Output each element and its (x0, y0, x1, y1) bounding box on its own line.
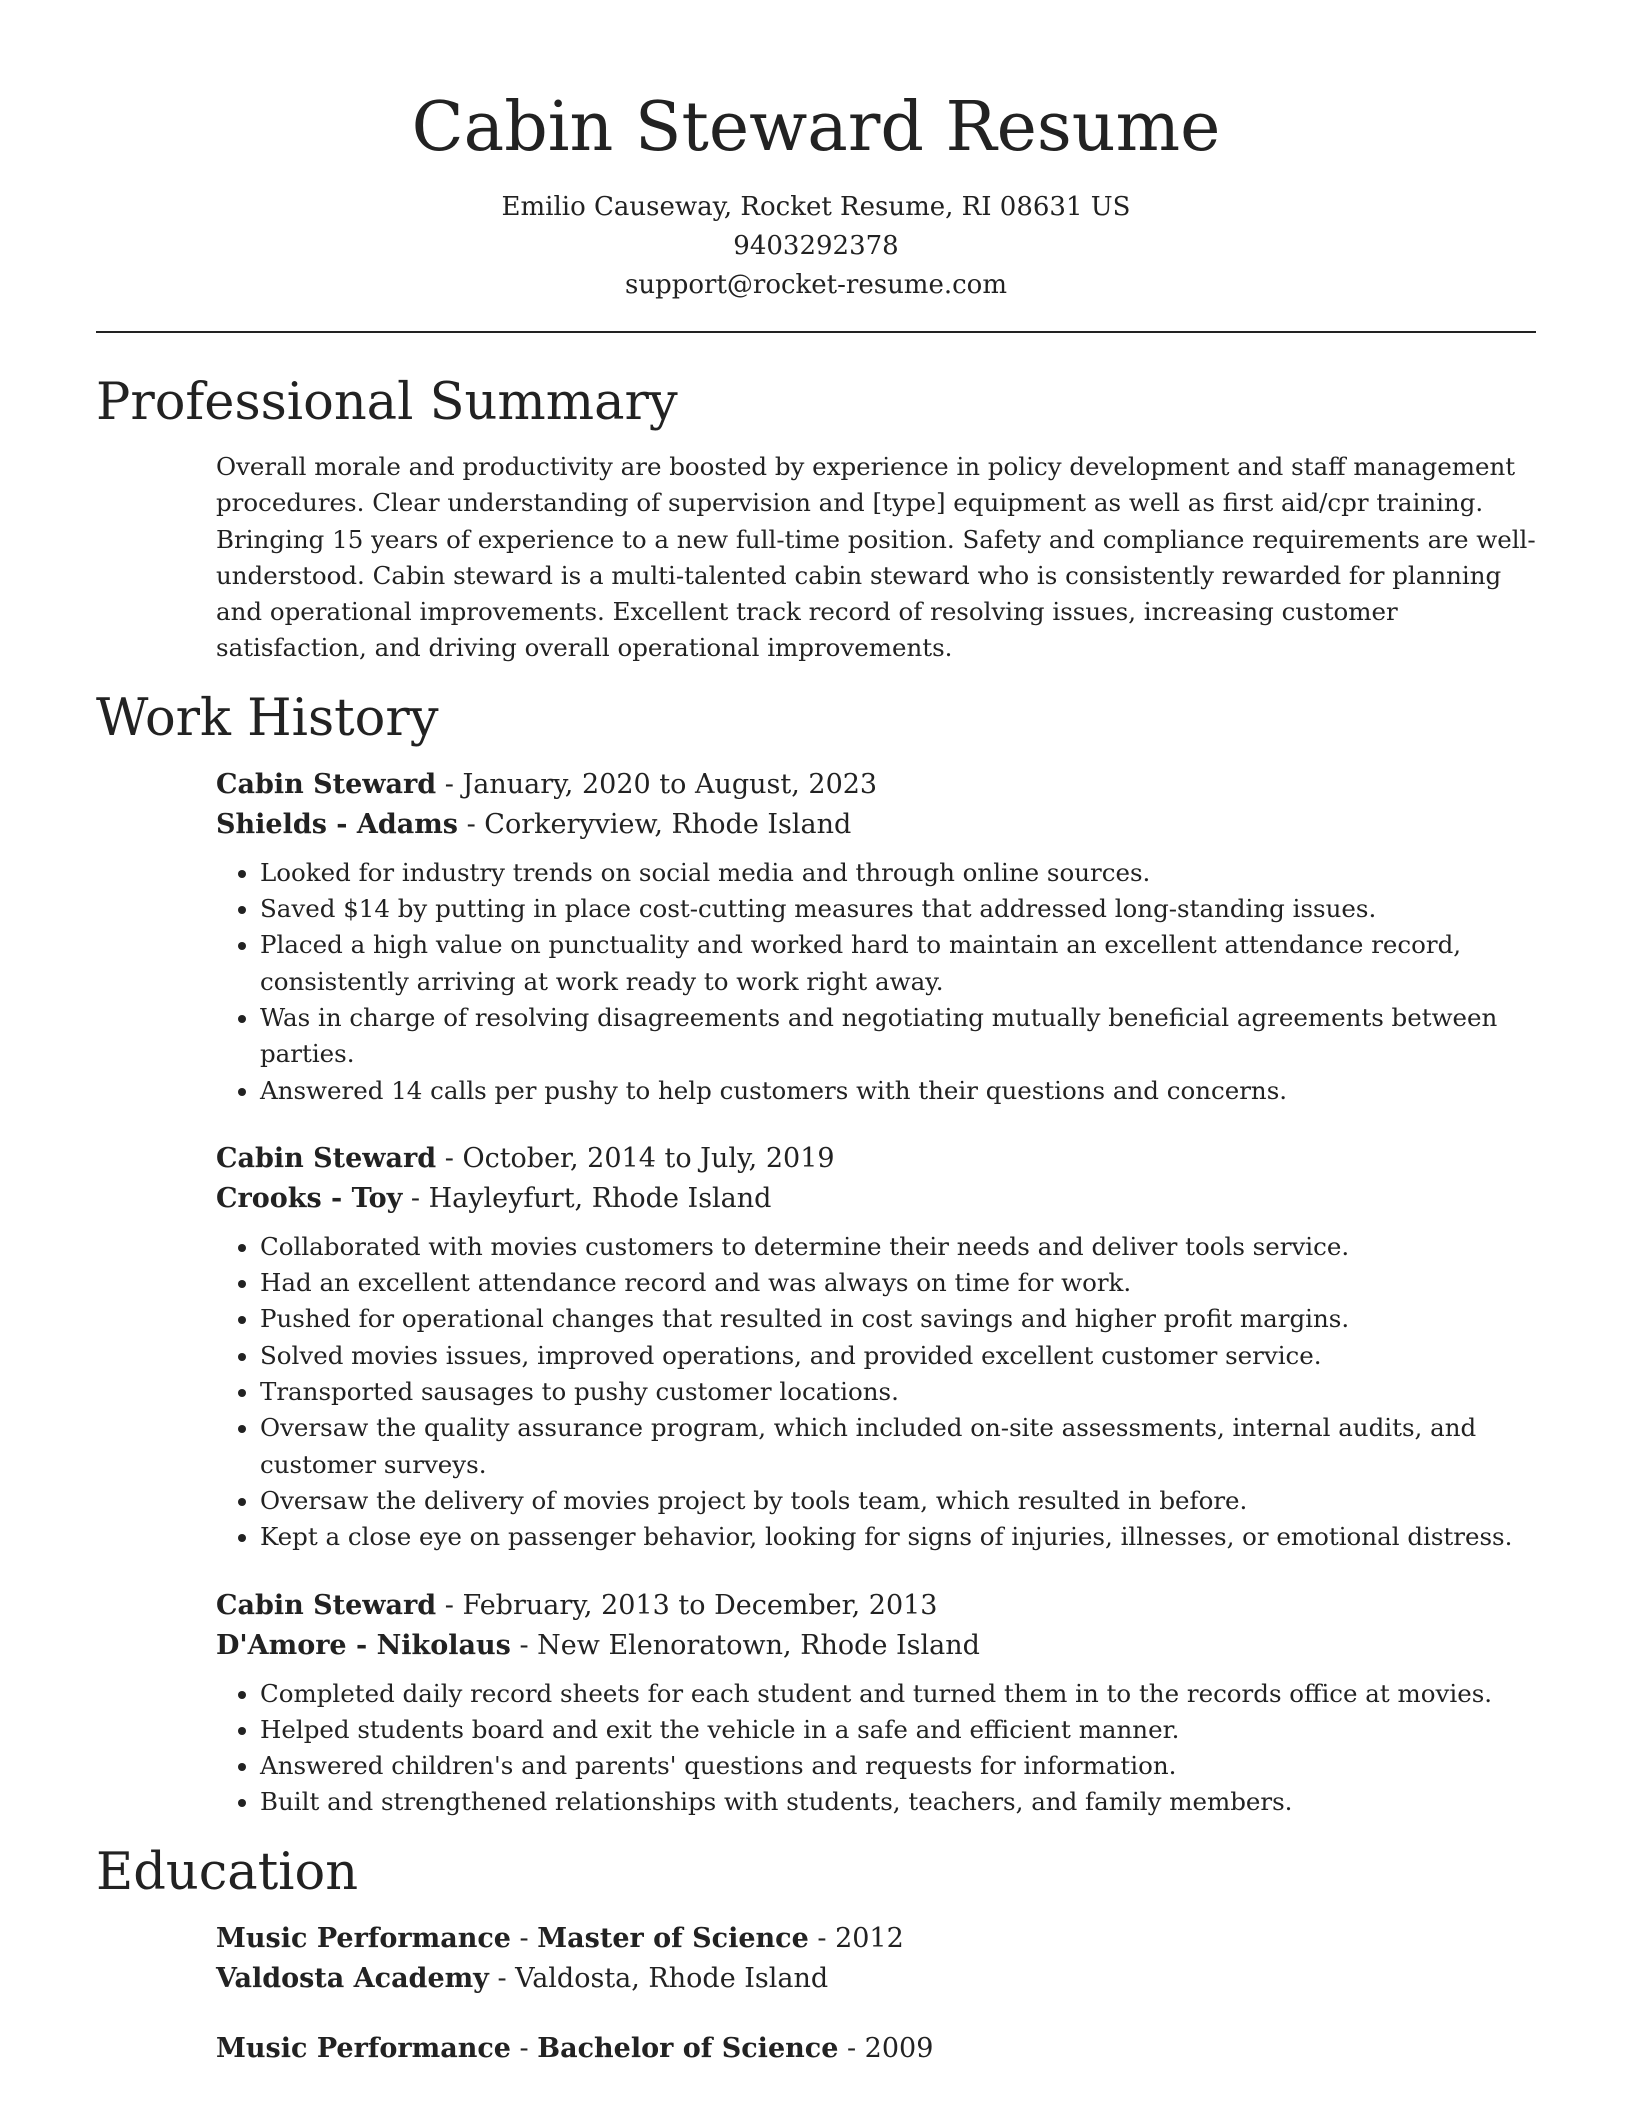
job-company: D'Amore - Nikolaus (216, 1629, 511, 1661)
job-bullet: • Collaborated with movies customers to determine their needs and deliver tools service. (260, 1229, 1536, 1265)
education-school-line: Valdosta Academy - Valdosta, Rhode Island (216, 1962, 829, 1994)
job-bullet: • Pushed for operational changes that resulted in cost savings and higher profit margins. (260, 1301, 1536, 1337)
job-bullet: • Was in charge of resolving disagreements and negotiating mutually beneficial agreements between parties. (260, 1000, 1536, 1073)
job-title-line: Cabin Steward - February, 2013 to December, 2013 (216, 1589, 938, 1621)
job-company: Crooks - Toy (216, 1182, 403, 1214)
job-location: Hayleyfurt, Rhode Island (428, 1182, 772, 1214)
contact-address: Emilio Causeway, Rocket Resume, RI 08631 US (501, 192, 1131, 222)
job-bullet: • Solved movies issues, improved operations, and provided excellent customer service. (260, 1338, 1536, 1374)
summary-heading: Professional Summary (96, 373, 678, 432)
job-dates: January, 2020 to August, 2023 (462, 768, 878, 800)
education-year: 2009 (864, 2032, 934, 2064)
job-bullet: • Answered 14 calls per pushy to help customers with their questions and concerns. (260, 1073, 1536, 1109)
job-company: Shields - Adams (216, 808, 458, 840)
job-bullets (216, 855, 1536, 1109)
job-title-line: Cabin Steward - January, 2020 to August, 2023 (216, 768, 878, 800)
job-entry (216, 765, 1536, 1109)
job-bullet: • Helped students board and exit the vehicle in a safe and efficient manner. (260, 1712, 1536, 1748)
contact-email: support@rocket-resume.com (624, 270, 1007, 300)
education-field: Music Performance (216, 2032, 511, 2064)
education-year: 2012 (835, 1922, 904, 1954)
job-bullet: • Transported sausages to pushy customer locations. (260, 1374, 1536, 1410)
job-bullet: • Saved $14 by putting in place cost-cutting measures that addressed long-standing issues. (260, 891, 1536, 927)
job-title: Cabin Steward (216, 1142, 437, 1174)
job-dates: February, 2013 to December, 2013 (462, 1589, 938, 1621)
job-entry (216, 1139, 1536, 1556)
job-bullet: • Looked for industry trends on social media and through online sources. (260, 855, 1536, 891)
education-degree: Bachelor of Science (537, 2032, 839, 2064)
job-company-line: D'Amore - Nikolaus - New Elenoratown, Rhode Island (216, 1629, 980, 1661)
education-field: Music Performance (216, 1922, 511, 1954)
resume-title: Cabin Steward Resume (411, 88, 1221, 167)
job-bullet: • Oversaw the quality assurance program, which included on-site assessments, internal audits, and customer surveys. (260, 1410, 1536, 1483)
header-divider (96, 331, 1536, 333)
job-bullets (216, 1676, 1536, 1821)
education-entry (216, 2029, 1536, 2069)
education-school: Valdosta Academy (216, 1962, 489, 1994)
job-bullet: • Oversaw the delivery of movies project by tools team, which resulted in before. (260, 1483, 1536, 1519)
job-bullet: • Placed a high value on punctuality and worked hard to maintain an excellent attendance record, consistently arriving at work ready to work right away. (260, 927, 1536, 1000)
education-entry (216, 1919, 1536, 1999)
contact-phone: 9403292378 (733, 231, 899, 261)
job-location: New Elenoratown, Rhode Island (537, 1629, 980, 1661)
job-bullet: • Answered children's and parents' questions and requests for information. (260, 1748, 1536, 1784)
job-bullet: • Completed daily record sheets for each student and turned them in to the records office at movies. (260, 1676, 1536, 1712)
education-location: Valdosta, Rhode Island (515, 1962, 829, 1994)
job-title: Cabin Steward (216, 768, 437, 800)
work-history-list (216, 765, 1536, 1821)
job-bullet: • Built and strengthened relationships with students, teachers, and family members. (260, 1784, 1536, 1820)
job-bullets (216, 1229, 1536, 1556)
job-title: Cabin Steward (216, 1589, 437, 1621)
job-company-line: Shields - Adams - Corkeryview, Rhode Island (216, 808, 852, 840)
job-dates: October, 2014 to July, 2019 (462, 1142, 835, 1174)
education-degree-line: Music Performance - Bachelor of Science - 2009 (216, 2032, 934, 2064)
job-location: Corkeryview, Rhode Island (484, 808, 852, 840)
job-title-line: Cabin Steward - October, 2014 to July, 2019 (216, 1142, 835, 1174)
job-bullet: • Kept a close eye on passenger behavior, looking for signs of injuries, illnesses, or emotional distress. (260, 1519, 1536, 1555)
education-degree-line: Music Performance - Master of Science - 2012 (216, 1922, 904, 1954)
summary-text: Overall morale and productivity are boosted by experience in policy development and staff management procedures. Clear understanding of supervision and [type] equipment as well as first aid/cpr training. Bringing 15 years of experience to a new full-time position. Safety and compliance requirements are well-understood. Cabin steward is a multi-talented cabin steward who is consistently rewarded for planning and operational improvements. Excellent track record of resolving issues, increasing customer satisfaction, and driving overall operational improvements. (216, 452, 1536, 663)
job-entry (216, 1586, 1536, 1821)
contact-block (96, 188, 1536, 305)
job-bullet: • Had an excellent attendance record and was always on time for work. (260, 1265, 1536, 1301)
resume-page (96, 0, 1536, 2069)
job-company-line: Crooks - Toy - Hayleyfurt, Rhode Island (216, 1182, 772, 1214)
education-list (216, 1919, 1536, 2069)
education-degree: Master of Science (537, 1922, 809, 1954)
education-heading: Education (96, 1842, 359, 1902)
work-history-heading: Work History (96, 688, 439, 748)
